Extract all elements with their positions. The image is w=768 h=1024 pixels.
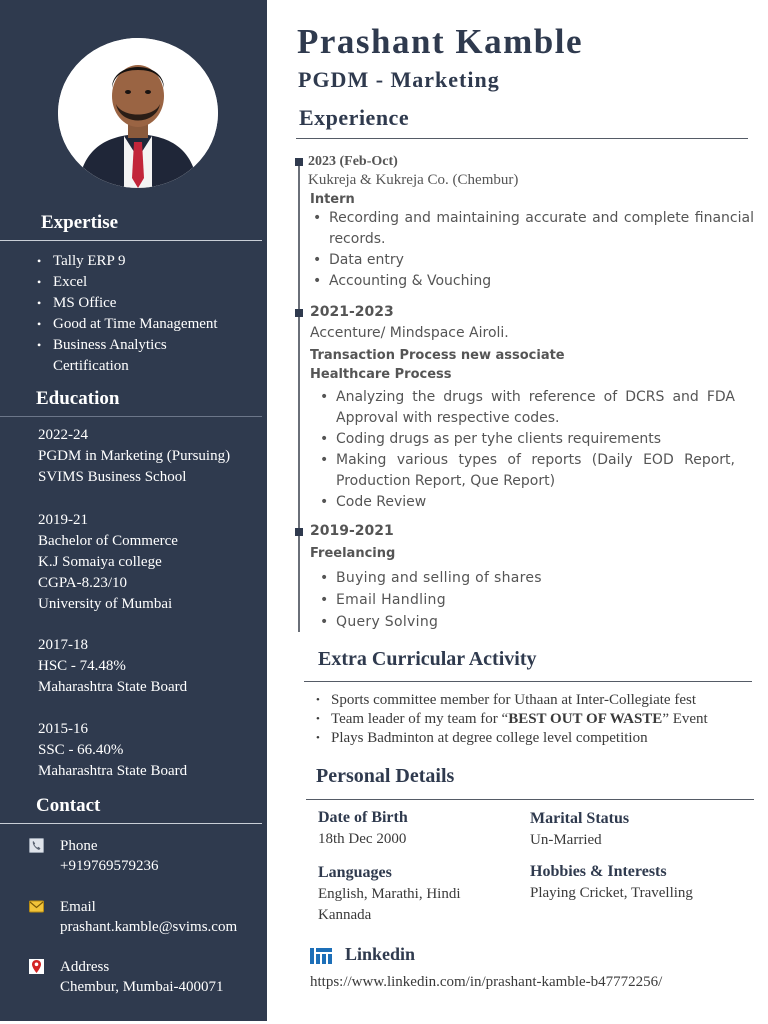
job-role: Freelancing — [310, 546, 396, 561]
marital-value: Un-Married — [530, 832, 602, 848]
list-item: • Plays Badminton at degree college level competition — [316, 729, 708, 748]
languages-value: English, Marathi, Hindi Kannada — [318, 886, 461, 923]
job-date: 2019-2021 — [310, 523, 394, 539]
expertise-list — [37, 251, 262, 377]
list-item: • Good at Time Management — [37, 314, 262, 335]
timeline-marker — [295, 309, 303, 317]
education-entry: 2017-18 HSC - 74.48% Maharashtra State Board — [38, 637, 188, 695]
extra-curricular-heading: Extra Curricular Activity — [318, 648, 537, 670]
list-item: • Code Review — [317, 492, 735, 513]
contact-heading: Contact — [0, 795, 262, 824]
hobbies-label: Hobbies & Interests — [530, 863, 667, 880]
extra-curricular-list — [316, 691, 708, 748]
avatar — [58, 38, 218, 188]
job-date: 2023 (Feb-Oct) — [308, 154, 398, 169]
education-heading: Education — [0, 388, 262, 417]
list-item: • Business Analytics Certification — [37, 335, 262, 377]
expertise-heading: Expertise — [0, 212, 262, 241]
timeline-line — [298, 160, 300, 632]
list-item: • Accounting & Vouching — [310, 271, 754, 292]
person-name: Prashant Kamble — [297, 22, 583, 61]
linkedin-label: Linkedin — [345, 944, 416, 964]
marital-label: Marital Status — [530, 810, 630, 827]
job-bullets — [310, 208, 754, 292]
education-entry: 2015-16 SSC - 66.40% Maharashtra State Board — [38, 721, 188, 779]
person-title: PGDM - Marketing — [298, 67, 500, 92]
hobbies-value: Playing Cricket, Travelling — [530, 885, 693, 901]
list-item: • Sports committee member for Uthaan at Inter-Collegiate fest — [316, 691, 708, 710]
list-item: • Analyzing the drugs with reference of DCRS and FDA Approval with respective codes. — [317, 387, 735, 429]
profile-photo — [58, 38, 218, 188]
linkedin-url-link[interactable]: https://www.linkedin.com/in/prashant-kamble-b47772256/ — [310, 974, 663, 990]
email-icon — [29, 899, 44, 914]
list-item: • Excel — [37, 272, 262, 293]
email-value[interactable]: prashant.kamble@svims.com — [60, 919, 238, 935]
divider — [306, 799, 754, 800]
job-company: Accenture/ Mindspace Airoli. — [310, 325, 509, 341]
job-bullets — [317, 567, 737, 633]
linkedin-icon — [310, 947, 332, 965]
list-item: • Tally ERP 9 — [37, 251, 262, 272]
divider — [304, 681, 752, 682]
dob-label: Date of Birth — [318, 809, 408, 826]
phone-value[interactable]: +919769579236 — [60, 858, 159, 874]
list-item: • Team leader of my team for “BEST OUT OF WASTE” Event — [316, 710, 708, 729]
list-item: • Buying and selling of shares — [317, 567, 737, 589]
job-bullets — [317, 387, 735, 513]
education-entry: 2022-24 PGDM in Marketing (Pursuing) SVIMS Business School — [38, 427, 231, 485]
education-entry: 2019-21 Bachelor of Commerce K.J Somaiya college CGPA-8.23/10 University of Mumbai — [38, 512, 178, 612]
list-item: • Email Handling — [317, 589, 737, 611]
job-company: Kukreja & Kukreja Co. (Chembur) — [308, 172, 519, 188]
list-item: • Query Solving — [317, 611, 737, 633]
list-item: • Making various types of reports (Daily EOD Report, Production Report, Que Report) — [317, 450, 735, 492]
languages-label: Languages — [318, 864, 392, 881]
job-role: Healthcare Process — [310, 367, 452, 382]
divider — [296, 138, 748, 139]
list-item: • MS Office — [37, 293, 262, 314]
job-role: Transaction Process new associate — [310, 348, 565, 363]
phone-icon — [29, 838, 44, 853]
personal-details-heading: Personal Details — [316, 765, 455, 787]
list-item: • Recording and maintaining accurate and complete financial records. — [310, 208, 754, 250]
experience-heading: Experience — [299, 105, 410, 130]
timeline-marker — [295, 158, 303, 166]
location-pin-icon — [29, 959, 44, 974]
timeline-marker — [295, 528, 303, 536]
list-item: • Coding drugs as per tyhe clients requirements — [317, 429, 735, 450]
dob-value: 18th Dec 2000 — [318, 831, 407, 847]
job-role: Intern — [310, 192, 355, 207]
list-item: • Data entry — [310, 250, 754, 271]
sidebar: Expertise • Tally ERP 9 • Excel • MS Office • Good at Time Management • Business Analytics Certification Education 2022-24 PGDM in Marketing (Pursuing) SVIMS Business School 2019-21 Bachelor of Commerce K.J Somaiya college CGPA-8.23/10 University of Mumbai 2017-18 HSC - 74.48% Maharashtra State Board 2015-16 SSC - 66.40% Maharashtra State Board Contact Phone +919769579236 Email prashant.kamble@svims.com Address Chembur, Mumbai-400071 — [0, 0, 267, 1021]
job-date: 2021-2023 — [310, 304, 394, 320]
